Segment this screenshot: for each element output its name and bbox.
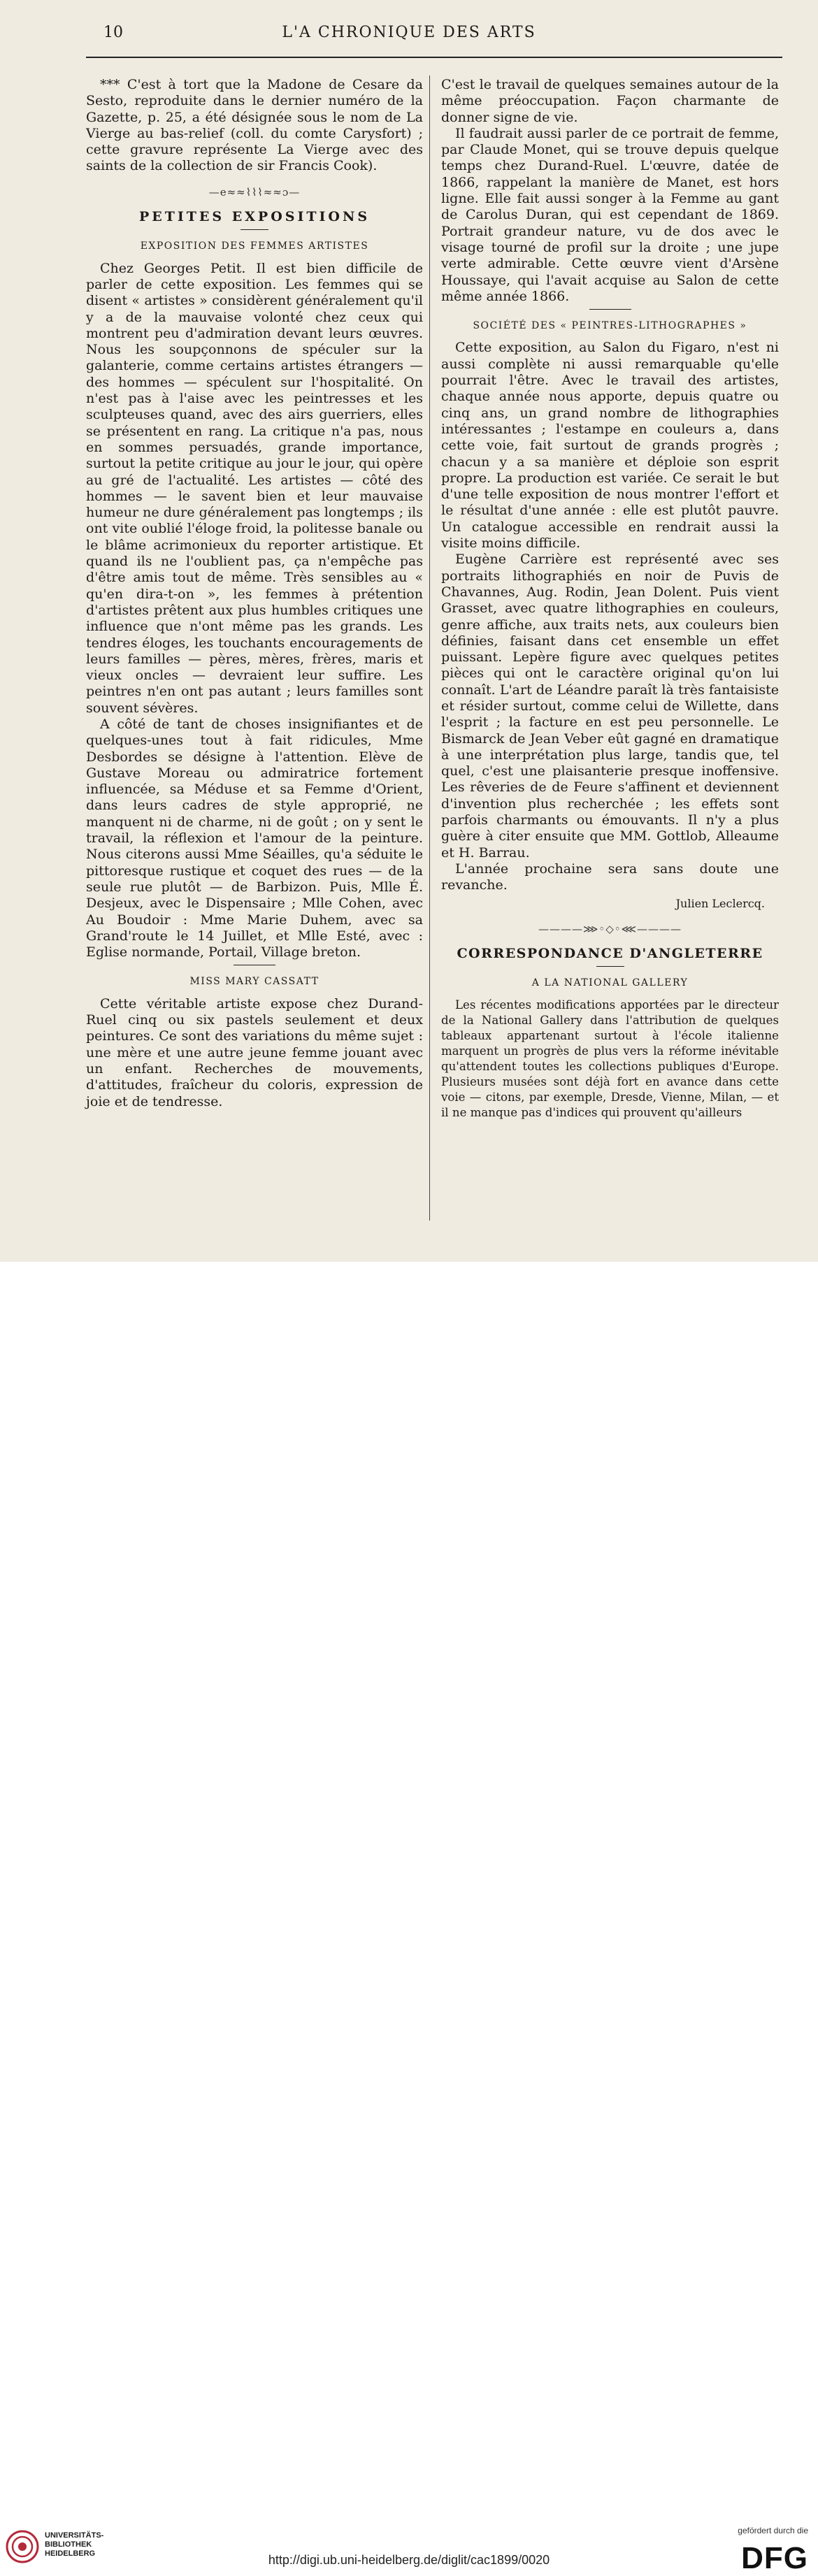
subheading-peintres-lithographes: SOCIÉTÉ DES « PEINTRES-LITHOGRAPHES » xyxy=(473,320,747,332)
paragraph: Cette véritable artiste expose chez Durand-Ruel cinq ou six pastels seulement et deux peintures. Ce sont des variations du même sujet : une mère et une autre jeune femme jouant avec un enfant. Recherches de mouvements, d'attitudes, fraîcheur du coloris, expression de joie et de tendresse. xyxy=(86,995,423,1109)
paragraph: Cette exposition, au Salon du Figaro, n'est ni aussi complète ni aussi remarquable qu'elle pourrait l'être. Avec le travail des artistes, chaque année nous apporte, depuis quatre ou cinq ans, un grand nombre de lithographies intéressantes ; l'estampe en couleurs a, dans cette voie, fait surtout de grands progrès ; chacun y a sa manière et déploie son esprit propre. La production est variée. Ce serait le but d'une telle exposition de nous montrer l'effort et le résultat d'une année : elle est plutôt pauvre. Un catalogue accessible en rendrait aussi la visite moins difficile. xyxy=(441,340,779,552)
journal-title: L'A CHRONIQUE DES ARTS xyxy=(282,24,536,41)
paragraph: Eugène Carrière est représenté avec ses portraits lithographiés en noir de Puvis de Chavannes, Aug. Rodin, Jean Dolent. Puis vient Grasset, avec quatre lithographies en couleurs, genre affiche, aux traits nets, aux couleurs bien définies, faisant dans cet ensemble un effet puissant. Lepère figure avec quelques petites pièces qui ont le caractère original qu'on lui connaît. L'art de Léandre paraît là très fantaisiste et résider surtout, comme celui de Willette, dans l'esprit ; la facture en est peu personnelle. Le Bismarck de Jean Veber eût gagné en dramatique à une interprétation plus large, tandis que, tel quel, c'est une plaisanterie presque inoffensive. Les rêveries de de Feure s'affinent et deviennent d'invention plus recherchée ; les effets sont parfois charmants ou émouvants. Il n'y a plus guère à citer ensuite que MM. Gottlob, Alleaume et H. Barrau. xyxy=(441,552,779,861)
ornament-divider: —e≈≈⌇⌇⌇≈≈ɔ— xyxy=(208,185,301,199)
paragraph: Les récentes modifications apportées par le directeur de la National Gallery dans l'attribution de quelques tableaux appartenant surtout à l'école italienne marquent un progrès de plus vers la réforme inévitable qu'attendent toutes les collections publiques d'Europe. Plusieurs musées sont déjà fort en avance dans cette voie — citons, par exemple, Dresde, Vienne, Milan, — et il ne manque pas d'indices qui prouvent qu'ailleurs xyxy=(441,998,779,1119)
column-divider xyxy=(429,75,430,1221)
paragraph: Il faudrait aussi parler de ce portrait de femme, par Claude Monet, qui se trouve depuis quelque temps chez Durand-Ruel. L'œuvre, datée de 1866, rappelant la manière de Manet, est hors ligne. Elle fait aussi songer à la Femme au gant de Carolus Duran, qui est cependant de 1869. Portrait grandeur nature, vu de dos avec le visage tourné de profil sur la droite ; une jupe verte admirable. Cette œuvre vient d'Arsène Houssaye, qui l'avait acquise au Salon de cette même année 1866. xyxy=(441,125,779,304)
subheading-mary-cassatt: MISS MARY CASSATT xyxy=(189,976,320,988)
left-column xyxy=(86,77,423,1110)
scanned-page xyxy=(0,0,818,1262)
paragraph: A côté de tant de choses insignifiantes et de quelques-unes tout à fait ridicules, Mme Desbordes se désigne à l'attention. Elève de Gustave Moreau ou admiratrice fortement influencée, sa Méduse et sa Femme d'Orient, dans leurs cadres de style approprié, ne manquent ni de charme, ni de goût ; on y sent le travail, la réflexion et l'amour de la peinture. Nous citerons aussi Mme Séailles, qu'a séduite le pittoresque rustique et coquet des rues — de la seule rue plutôt — de Barbizon. Puis, Mlle É. Desjeux, avec le Dispensaire ; Mlle Cohen, avec Au Boudoir : Mme Marie Duhem, avec sa Grand'route le 14 Juillet, et Mlle Esté, avec : Eglise normande, Portail, Village breton. xyxy=(86,716,423,960)
ornament-divider: ————⋙◦◇◦⋘———— xyxy=(538,922,682,935)
permalink-url[interactable]: http://digi.ub.uni-heidelberg.de/diglit/cac1899/0020 xyxy=(268,2553,550,2567)
short-rule xyxy=(596,966,624,967)
sponsor-label: gefördert durch die xyxy=(738,2526,808,2535)
short-rule xyxy=(589,309,631,310)
paragraph: Chez Georges Petit. Il est bien difficile de parler de cette exposition. Les femmes qui se disent « artistes » considèrent généralement qu'il y a de la mauvaise volonté chez ceux qui montrent peu d'admiration devant leurs œuvres. Nous les soupçonnons de spéculer sur la galanterie, comme certains artistes étrangers — des hommes — spéculent sur l'hospitalité. On n'est pas à l'aise avec les peintresses et les sculpteuses quand, avec des airs guerriers, elles se présentent en rang. La critique n'a pas, nous en sommes persuadés, grande importance, surtout la petite critique au jour le jour, qui opère au gré de l'actualité. Les artistes — côté des hommes — le savent bien et leur mauvaise humeur ne dure généralement pas longtemps ; ils ont vite oublié l'éloge froid, la politesse banale ou le blâme acrimonieux du reporter artistique. Et quand ils ne l'oublient pas, ça n'empêche pas d'être amis tout de même. Très sensibles au « qu'en dira-t-on », les femmes à prétention d'artistes prêtent aux plus humbles critiques une influence que n'ont même pas les grands. Les tendres éloges, les touchants encouragements de leurs familles — pères, mères, frères, maris et vieux oncles — devraient leur suffire. Les peintres n'en ont pas autant ; leurs familles sont souvent sévères. xyxy=(86,260,423,716)
header-rule xyxy=(86,57,782,58)
subheading-national-gallery: A LA NATIONAL GALLERY xyxy=(531,977,689,989)
paragraph: L'année prochaine sera sans doute une revanche. xyxy=(441,861,779,893)
section-title-correspondance: CORRESPONDANCE D'ANGLETERRE xyxy=(457,946,763,962)
paragraph: C'est le travail de quelques semaines autour de la même préoccupation. Façon charmante de donner signe de vie. xyxy=(441,77,779,125)
short-rule xyxy=(241,229,268,230)
subheading-femmes-artistes: EXPOSITION DES FEMMES ARTISTES xyxy=(140,240,369,252)
footer-bar xyxy=(0,1262,818,2575)
section-title-petites-expositions: PETITES EXPOSITIONS xyxy=(138,209,371,225)
signature: Julien Leclercq. xyxy=(675,896,765,910)
right-column xyxy=(441,77,779,1121)
library-name: UNIVERSITÄTS- BIBLIOTHEK HEIDELBERG xyxy=(45,2531,104,2558)
page-number: 10 xyxy=(103,24,123,41)
intro-note: *** C'est à tort que la Madone de Cesare da Sesto, reproduite dans le dernier numéro de la Gazette, p. 25, a été désignée sous le nom de La Vierge au bas-relief (coll. du comte Carysfort) ; cette gravure représente La Vierge avec des saints de la collection de sir Francis Cook). xyxy=(86,77,423,174)
dfg-logo: DFG xyxy=(741,2541,808,2575)
